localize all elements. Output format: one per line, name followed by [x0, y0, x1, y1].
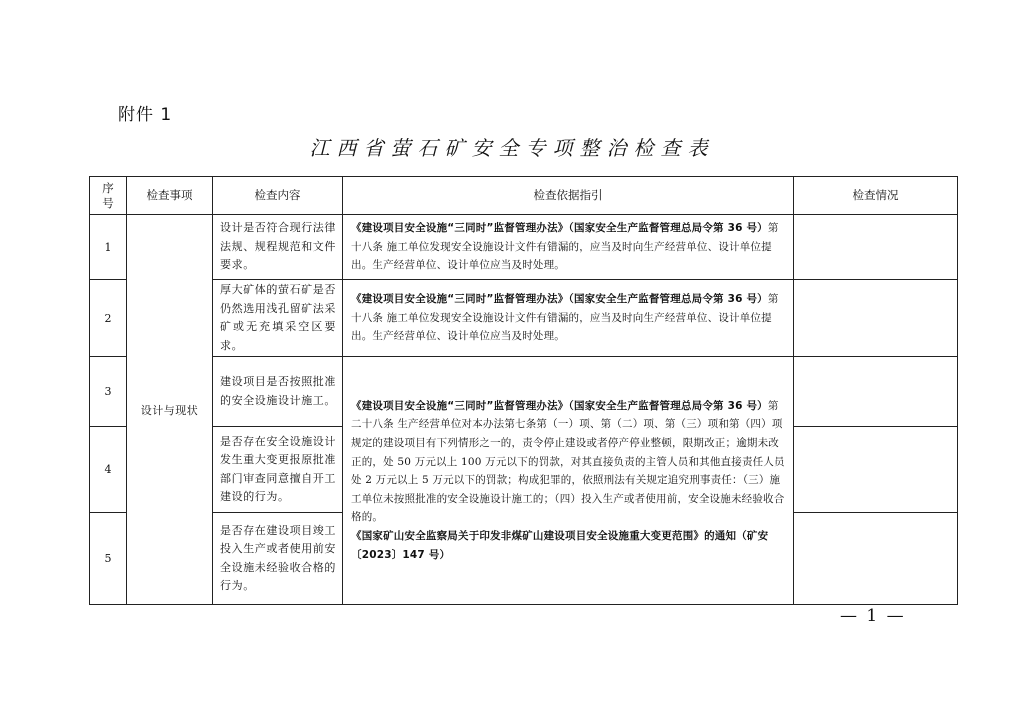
row-basis — [343, 280, 794, 357]
row-basis — [343, 215, 794, 280]
basis-notice-title: 《国家矿山安全监察局关于印发非煤矿山建设项目安全设施重大变更范围》的通知（矿安〔2023〕147 号） — [351, 529, 769, 561]
row-status-cell — [794, 357, 958, 427]
row-index: 2 — [90, 280, 127, 357]
table-header-row — [90, 177, 958, 215]
row-status-cell — [794, 280, 958, 357]
row-content: 厚大矿体的萤石矿是否仍然选用浅孔留矿法采矿或无充填采空区要求。 — [213, 280, 343, 357]
row-index: 5 — [90, 513, 127, 605]
row-status-cell — [794, 427, 958, 513]
basis-regulation-text: 第十八条 施工单位发现安全设施设计文件有错漏的，应当及时向生产经营单位、设计单位提出。生产经营单位、设计单位应当及时处理。 — [351, 293, 779, 343]
row-content: 是否存在建设项目竣工投入生产或者使用前安全设施未经验收合格的行为。 — [213, 513, 343, 605]
row-index: 4 — [90, 427, 127, 513]
row-index: 3 — [90, 357, 127, 427]
row-content: 建设项目是否按照批准的安全设施设计施工。 — [213, 357, 343, 427]
attachment-label: 附件 1 — [118, 105, 173, 125]
header-index: 序号 — [90, 177, 127, 215]
document-title: 江西省萤石矿安全专项整治检查表 — [309, 136, 715, 160]
group-item-cell: 设计与现状 — [127, 215, 213, 605]
row-content: 是否存在安全设施设计发生重大变更报原批准部门审查同意擅自开工建设的行为。 — [213, 427, 343, 513]
header-basis: 检查依据指引 — [343, 177, 794, 215]
row-status-cell — [794, 513, 958, 605]
table-row — [90, 215, 958, 280]
inspection-table — [89, 176, 958, 605]
row-index: 1 — [90, 215, 127, 280]
row-content: 设计是否符合现行法律法规、规程规范和文件要求。 — [213, 215, 343, 280]
basis-regulation-title: 《建设项目安全设施“三同时”监督管理办法》（国家安全生产监督管理总局令第 36 号） — [351, 222, 768, 235]
header-status: 检查情况 — [794, 177, 958, 215]
header-content: 检查内容 — [213, 177, 343, 215]
basis-regulation-title: 《建设项目安全设施“三同时”监督管理办法》（国家安全生产监督管理总局令第 36 号） — [351, 293, 768, 306]
header-item: 检查事项 — [127, 177, 213, 215]
row-status-cell — [794, 215, 958, 280]
basis-regulation-text: 第十八条 施工单位发现安全设施设计文件有错漏的，应当及时向生产经营单位、设计单位提出。生产经营单位、设计单位应当及时处理。 — [351, 222, 779, 272]
merged-basis-cell — [343, 357, 794, 605]
basis-regulation-title: 《建设项目安全设施“三同时”监督管理办法》（国家安全生产监督管理总局令第 36 号） — [351, 399, 768, 412]
page-number: — 1 — — [840, 606, 906, 626]
basis-regulation-text: 第二十八条 生产经营单位对本办法第七条第（一）项、第（二）项、第（三）项和第（四）项规定的建设项目有下列情形之一的，责令停止建设或者停产停业整顿，限期改正；逾期未改正的，处 50 万元以上 100 万元以下的罚款，对其直接负责的主管人员和其他直接责任人员处 2 万元以上 5 万元以下的罚款；构成犯罪的，依照刑法有关规定追究刑事责任：（三）施工单位未按照批准的安全设施设计施工的；（四）投入生产或者使用前，安全设施未经验收合格的。 — [351, 399, 785, 524]
table-row — [90, 357, 958, 427]
table-row — [90, 280, 958, 357]
